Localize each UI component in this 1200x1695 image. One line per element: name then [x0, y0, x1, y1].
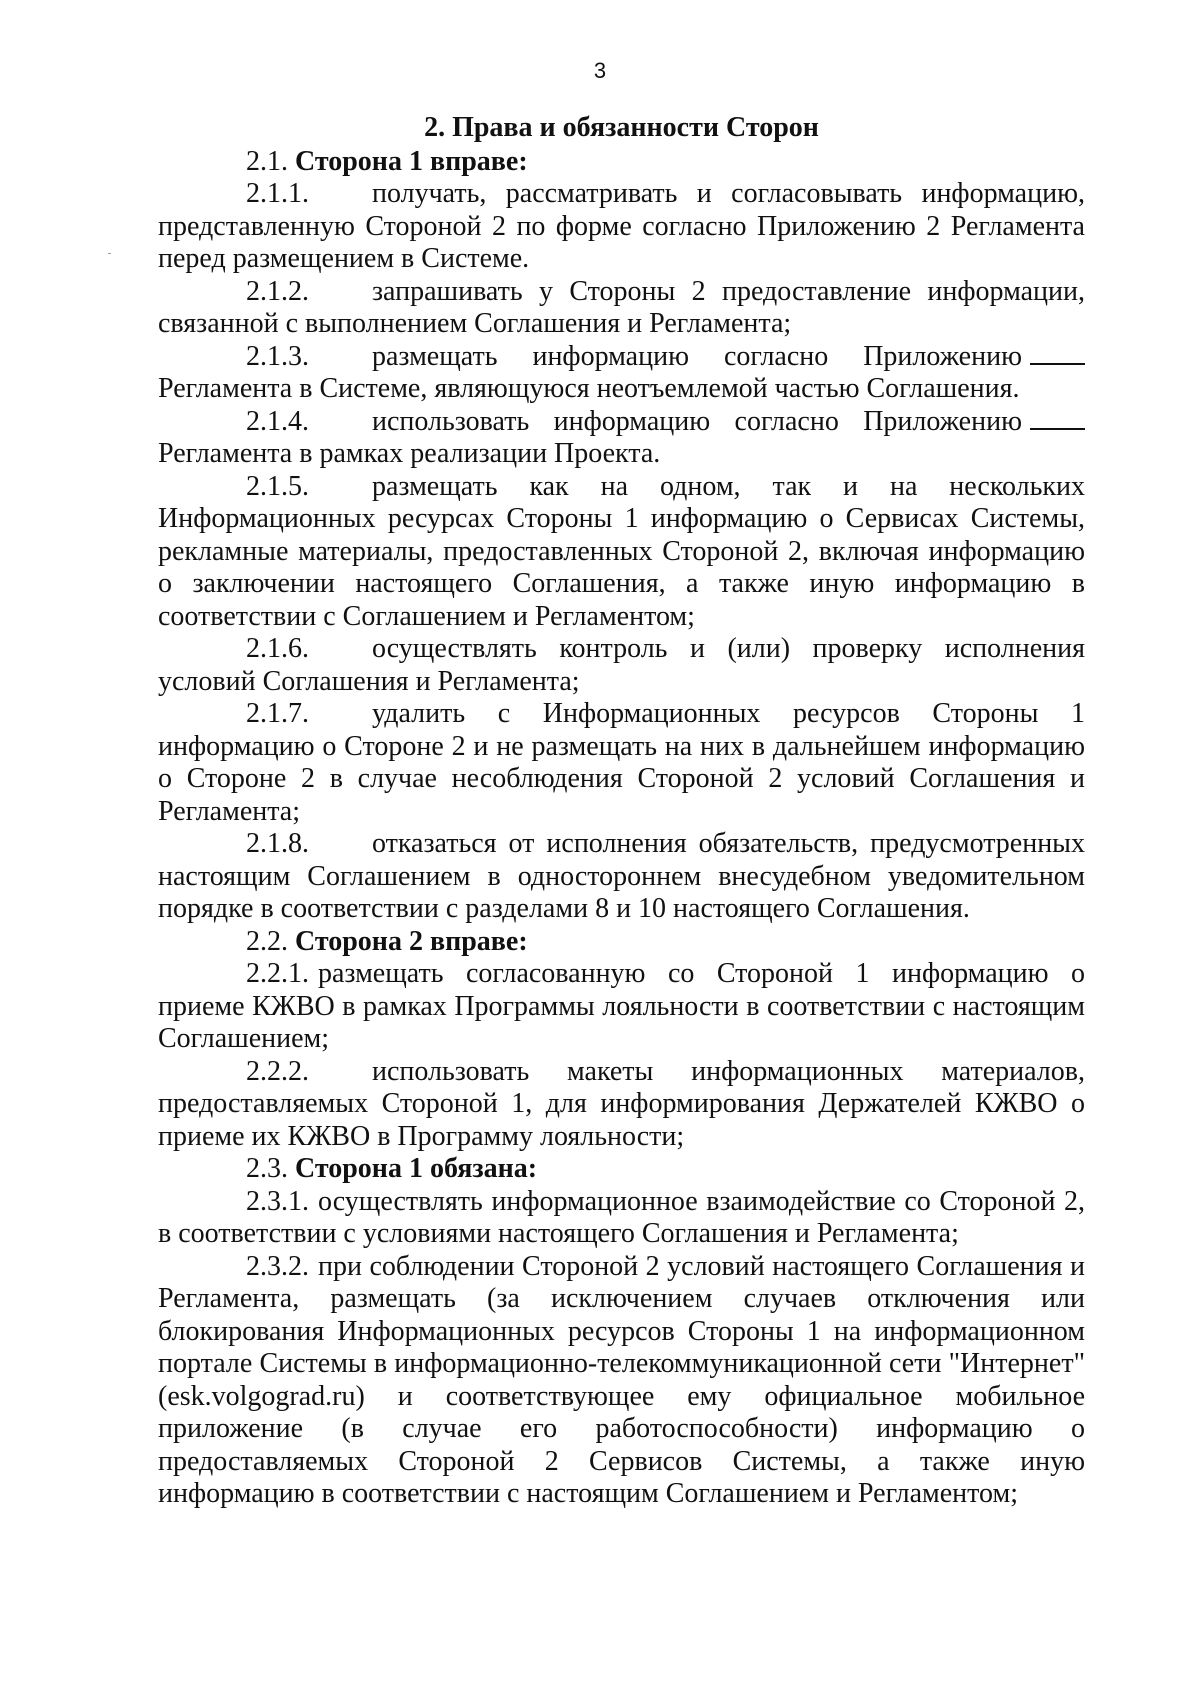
clause-number: 2.2.1. [246, 958, 309, 989]
clause-text: осуществлять информационное взаимодействие со Стороной 2, в соответствии с условиями настоящего Соглашения и Регламента; [158, 1185, 1085, 1249]
clause-number: 2.1.7. [246, 698, 309, 729]
clause-number: 2.1.8. [246, 828, 309, 859]
clause-text: при соблюдении Стороной 2 условий настоящего Соглашения и Регламента, размещать (за исключением случаев отключения или блокирования Информационных ресурсов Стороны 1 на информационном портале Системы в информационно-телекоммуникационной сети "Интернет" (esk.volgograd.ru) и соответствующее ему официальное мобильное приложение (в случае его работоспособности) информацию о предоставляемых Стороной 2 Сервисов Системы, а также иную информацию в соответствии с настоящим Соглашением и Регламентом; [158, 1250, 1085, 1509]
clause [158, 1251, 1085, 1511]
clause-text: размещать информацию согласно Приложению [372, 340, 1022, 372]
subsection-heading [158, 1153, 1085, 1186]
clause [158, 828, 1085, 926]
clause-text: осуществлять контроль и (или) проверку исполнения условий Соглашения и Регламента; [158, 633, 1085, 697]
clause-text: использовать макеты информационных материалов, предоставляемых Стороной 1, для информирования Держателей КЖВО о приеме их КЖВО в Программу лояльности; [158, 1055, 1085, 1152]
clause-text: удалить с Информационных ресурсов Стороны 1 информацию о Стороне 2 и не размещать на них в дальнейшем информацию о Стороне 2 в случае несоблюдения Стороной 2 условий Соглашения и Регламента; [158, 698, 1085, 827]
clause [158, 276, 1085, 341]
page-number: 3 [593, 58, 607, 83]
clause-number: 2.1.6. [246, 633, 309, 664]
clause-number: 2.1.4. [246, 405, 309, 437]
clause [158, 178, 1085, 276]
clause-number: 2.1.2. [246, 275, 309, 307]
clause-number: 2.1.1. [246, 178, 309, 209]
clause [158, 341, 1085, 406]
blank-line [1030, 345, 1085, 365]
blank-line [1030, 410, 1085, 430]
subsection-heading-text: Сторона 1 обязана: [295, 1153, 538, 1184]
clause [158, 633, 1085, 698]
clause-number: 2.1.3. [246, 340, 309, 372]
clause-text-continued: Регламента в рамках реализации Проекта. [158, 438, 661, 469]
scan-speck [108, 253, 111, 254]
clause-number: 2.1.5. [246, 470, 309, 502]
clause-text: запрашивать у Стороны 2 предоставление информации, связанной с выполнением Соглашения и Регламента; [158, 275, 1085, 339]
subsection-heading-text: Сторона 1 вправе: [295, 145, 528, 177]
subsection-number: 2.2. [246, 925, 288, 957]
clause [158, 1186, 1085, 1251]
clause-text: использовать информацию согласно Приложению [372, 405, 1022, 437]
subsection-heading-text: Сторона 2 вправе: [295, 925, 528, 957]
clause [158, 1056, 1085, 1154]
clause-text-continued: Регламента в Системе, являющуюся неотъемлемой частью Соглашения. [158, 373, 1020, 404]
clause [158, 471, 1085, 634]
clause-number: 2.3.1. [246, 1185, 309, 1217]
clause [158, 958, 1085, 1056]
clause-text: получать, рассматривать и согласовывать информацию, представленную Стороной 2 по форме согласно Приложению 2 Регламента перед размещением в Системе. [158, 178, 1085, 274]
subsection-number: 2.3. [246, 1153, 288, 1184]
subsection-heading [158, 926, 1085, 959]
clause-number: 2.2.2. [246, 1055, 309, 1087]
clause [158, 406, 1085, 471]
clause-text: размещать как на одном, так и на нескольких Информационных ресурсах Стороны 1 информацию о Сервисах Системы, рекламные материалы, предоставленных Стороной 2, включая информацию о заключении настоящего Соглашения, а также иную информацию в соответствии с Соглашением и Регламентом; [158, 470, 1085, 632]
subsection-number: 2.1. [246, 145, 288, 177]
clause [158, 698, 1085, 828]
clause-text: отказаться от исполнения обязательств, предусмотренных настоящим Соглашением в одностороннем внесудебном уведомительном порядке в соответствии с разделами 8 и 10 настоящего Соглашения. [158, 828, 1085, 924]
clause-text: размещать согласованную со Стороной 1 информацию о приеме КЖВО в рамках Программы лояльности в соответствии с настоящим Соглашением; [158, 958, 1085, 1054]
subsection-heading [158, 146, 1085, 179]
document-body [158, 112, 1085, 1511]
clause-number: 2.3.2. [246, 1250, 309, 1282]
section-title: 2. Права и обязанности Сторон [424, 112, 819, 143]
